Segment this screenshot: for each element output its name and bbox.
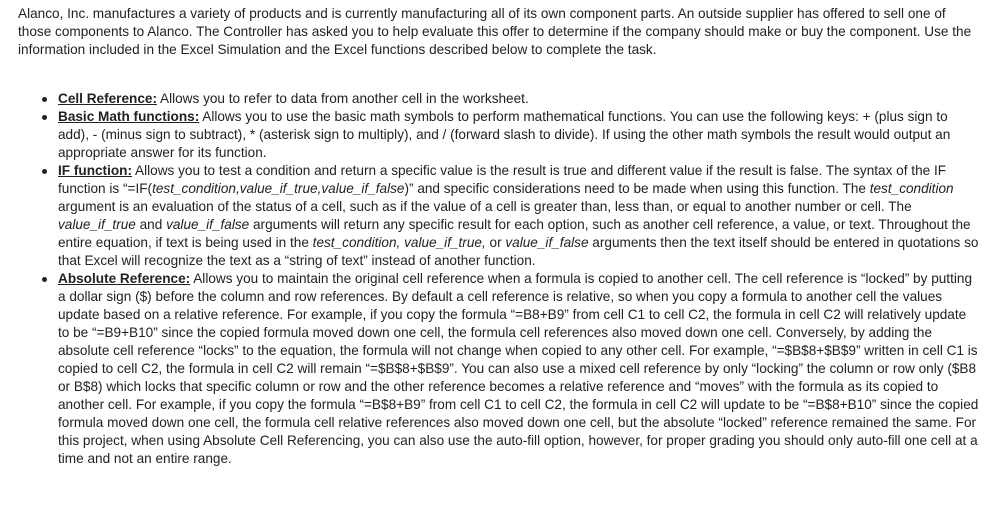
function-list [18, 90, 980, 468]
bullet-icon [42, 277, 47, 282]
text-segment: Allows you to maintain the original cell reference when a formula is copied to another cell. The cell reference is “locked” by putting a dollar sign ($) before the column and row references. By default a cell reference is relative, so when you copy a formula to another cell the values update based on a relative reference. For example, if you copy the formula “=B8+B9” from cell C1 to cell C2, the formula in cell C2 will relatively update to be “=B9+B10” since the copied formula moved down one cell, the formula cell references also moved down one cell. Conversely, by adding the absolute cell reference “locks” to the equation, the formula will not change when copied to any other cell. For example, “=$B$8+$B$9” written in cell C1 is copied to cell C2, the formula in cell C2 will remain “=$B$8+$B$9”. You can also use a mixed cell reference by only “locking” the column or row only ($B8 or B$8) which locks that specific column or row and the other reference becomes a relative reference and “moves” with the formula as its copied to another cell. For example, if you copy the formula “=B$8+B9” from cell C1 to cell C2, the formula in cell C2 will update to be “=B$8+B10” since the copied formula moved down one cell, the formula cell relative references also moved down one cell, but the absolute “locked” reference remained the same. For this project, when using Absolute Cell Referencing, you can also use the auto-fill option, however, for proper grading you should only auto-fill one cell at a time and not an entire range. [58, 271, 979, 466]
italic-term: value_if_false [166, 217, 250, 232]
text-segment: or [485, 235, 506, 250]
text-segment: arguments will return any specific result for each option, such as another cell reference, a value, or text. Throughout the entire equation, if text is being used in the [58, 217, 971, 250]
term-label: IF function: [58, 163, 132, 178]
text-segment: )” and specific considerations need to be made when using this function. The [404, 181, 870, 196]
item-text [58, 163, 978, 268]
italic-term: test_condition, value_if_true, [312, 235, 486, 250]
list-item-if-function [18, 162, 980, 270]
text-segment: Allows you to use the basic math symbols to perform mathematical functions. You can use the following keys: + (plus sign to add), - (minus sign to subtract), * (asterisk sign to multiply), and / (forward slash to divide). If using the other math symbols the result would output an appropriate answer for its function. [58, 109, 951, 160]
text-segment: Allows you to test a condition and return a specific value is the result is true and different value if the result is false. The syntax of the IF function is “=IF( [58, 163, 947, 196]
italic-term: test_condition,value_if_true,value_if_false [152, 181, 405, 196]
list-item-basic-math [18, 108, 980, 162]
italic-term: test_condition [869, 181, 954, 196]
italic-term: value_if_true [58, 217, 136, 232]
term-label: Basic Math functions: [58, 109, 200, 124]
term-label: Cell Reference: [58, 91, 157, 106]
text-segment: argument is an evaluation of the status of a cell, such as if the value of a cell is greater than, less than, or equal to another number or cell. The [58, 199, 912, 214]
term-label: Absolute Reference: [58, 271, 191, 286]
italic-term: value_if_false [505, 235, 589, 250]
list-item-absolute-reference [18, 270, 980, 468]
bullet-icon [42, 97, 47, 102]
list-item-cell-reference [18, 90, 980, 108]
bullet-icon [42, 169, 47, 174]
item-text [58, 271, 978, 466]
bullet-icon [42, 115, 47, 120]
text-segment: Allows you to refer to data from another cell in the worksheet. [156, 91, 529, 106]
intro-paragraph: Alanco, Inc. manufactures a variety of products and is currently manufacturing all of its own component parts. An outside supplier has offered to sell one of those components to Alanco. The Controller has asked you to help evaluate this offer to determine if the company should make or buy the component. Use the information included in the Excel Simulation and the Excel functions described below to complete the task. [18, 6, 972, 57]
text-segment: arguments then the text itself should be entered in quotations so that Excel will recognize the text as a “string of text” instead of another function. [58, 235, 979, 268]
item-text [157, 91, 529, 106]
text-segment: and [135, 217, 167, 232]
